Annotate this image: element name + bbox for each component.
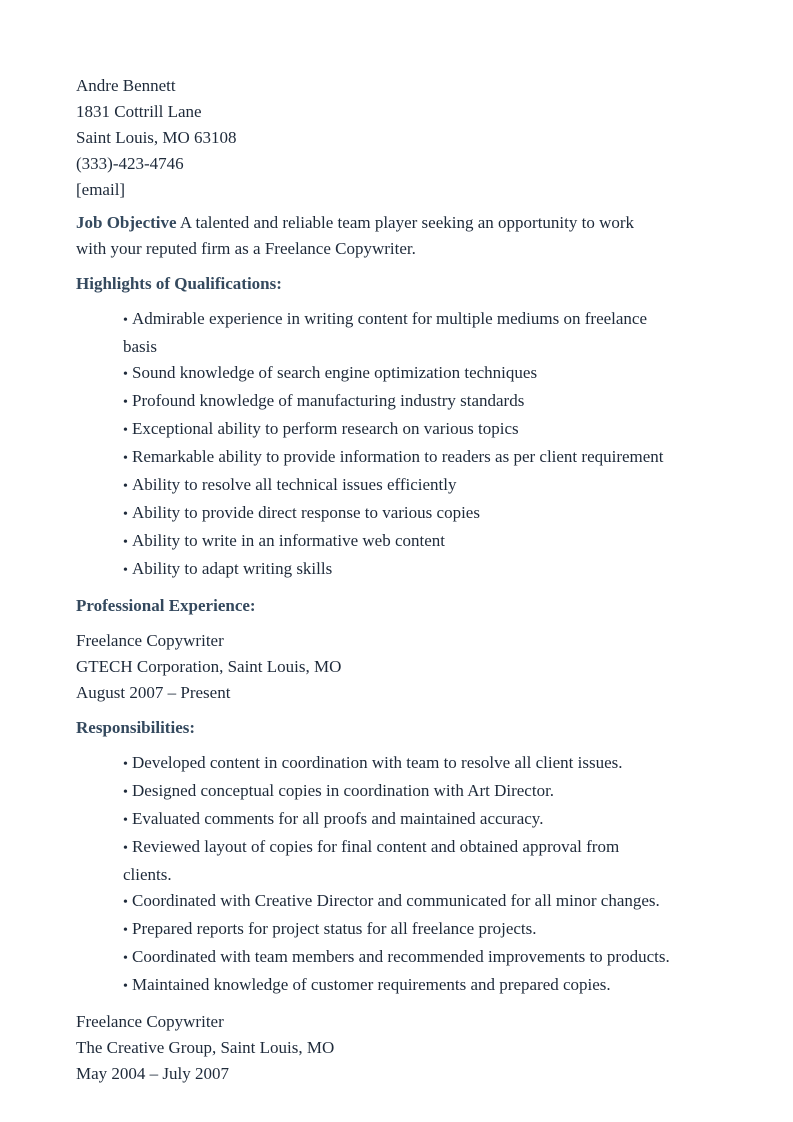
bullet-icon: •: [123, 841, 128, 856]
bullet-icon: •: [123, 813, 128, 828]
job-company: The Creative Group, Saint Louis, MO: [76, 1038, 335, 1057]
job-objective-text-line2: with your reputed firm as a Freelance Copywriter.: [76, 239, 416, 258]
bullet-icon: •: [123, 757, 128, 772]
job-entry-1: [76, 628, 736, 706]
street-address: 1831 Cottrill Lane: [76, 102, 202, 121]
list-item: • Developed content in coordination with team to resolve all client issues.: [123, 750, 736, 778]
bullet-icon: •: [123, 895, 128, 910]
bullet-icon: •: [123, 507, 128, 522]
list-item: • Profound knowledge of manufacturing industry standards: [123, 388, 736, 416]
job-dates: August 2007 – Present: [76, 683, 231, 702]
job-entry-2: [76, 1009, 736, 1087]
bullet-icon: •: [123, 423, 128, 438]
list-item: • Ability to write in an informative web content: [123, 528, 736, 556]
list-item: • Evaluated comments for all proofs and maintained accuracy.: [123, 806, 736, 834]
job-title: Freelance Copywriter: [76, 631, 224, 650]
job-dates: May 2004 – July 2007: [76, 1064, 229, 1083]
bullet-icon: •: [123, 785, 128, 800]
qualifications-list: [76, 306, 736, 584]
city-state-zip: Saint Louis, MO 63108: [76, 128, 237, 147]
bullet-icon: •: [123, 479, 128, 494]
responsibilities-list: [76, 750, 736, 1000]
bullet-icon: •: [123, 535, 128, 550]
bullet-icon: •: [123, 395, 128, 410]
list-item: • Exceptional ability to perform research on various topics: [123, 416, 736, 444]
list-item: • Designed conceptual copies in coordination with Art Director.: [123, 778, 736, 806]
bullet-icon: •: [123, 563, 128, 578]
email-address: [email]: [76, 180, 126, 199]
resume-page: [76, 73, 736, 1096]
bullet-icon: •: [123, 313, 128, 328]
list-item: • Coordinated with Creative Director and communicated for all minor changes.: [123, 888, 736, 916]
bullet-icon: •: [123, 923, 128, 938]
list-item: • Ability to adapt writing skills: [123, 556, 736, 584]
list-item: • Reviewed layout of copies for final content and obtained approval from clients.: [123, 837, 620, 884]
job-objective: [76, 210, 736, 262]
job-company: GTECH Corporation, Saint Louis, MO: [76, 657, 342, 676]
list-item: • Remarkable ability to provide information to readers as per client requirement: [123, 444, 736, 472]
bullet-icon: •: [123, 951, 128, 966]
list-item: • Ability to provide direct response to various copies: [123, 500, 736, 528]
phone-number: (333)-423-4746: [76, 154, 184, 173]
job-objective-label: Job Objective: [76, 213, 177, 232]
list-item: • Sound knowledge of search engine optimization techniques: [123, 360, 736, 388]
list-item: • Admirable experience in writing content for multiple mediums on freelance basis: [123, 309, 648, 356]
contact-block: [76, 73, 736, 203]
bullet-icon: •: [123, 367, 128, 382]
qualifications-heading: Highlights of Qualifications:: [76, 274, 282, 293]
experience-heading: Professional Experience:: [76, 596, 256, 615]
applicant-name: Andre Bennett: [76, 76, 176, 95]
list-item: • Maintained knowledge of customer requirements and prepared copies.: [123, 972, 736, 1000]
responsibilities-heading: Responsibilities:: [76, 718, 196, 737]
job-objective-text: A talented and reliable team player seeking an opportunity to work: [176, 213, 635, 232]
bullet-icon: •: [123, 979, 128, 994]
list-item: • Coordinated with team members and recommended improvements to products.: [123, 944, 736, 972]
bullet-icon: •: [123, 451, 128, 466]
job-title: Freelance Copywriter: [76, 1012, 224, 1031]
list-item: • Prepared reports for project status for all freelance projects.: [123, 916, 736, 944]
list-item: • Ability to resolve all technical issues efficiently: [123, 472, 736, 500]
